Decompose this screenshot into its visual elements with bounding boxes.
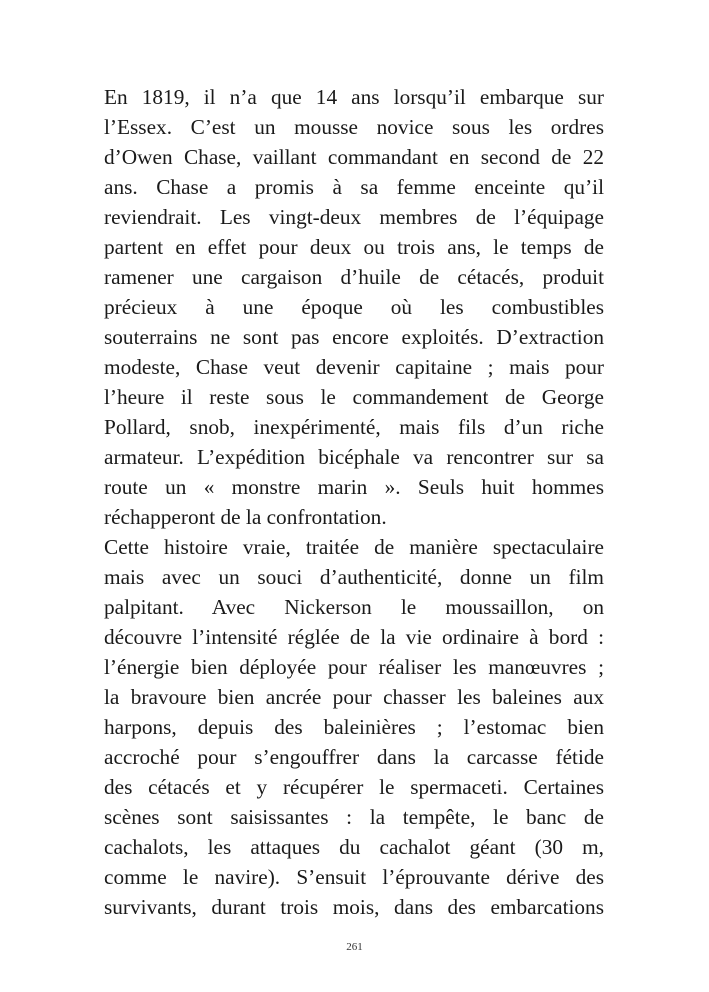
text-line: l’Essex. C’est un mousse novice sous les ordres: [104, 115, 604, 139]
text-line: ans. Chase a promis à sa femme enceinte qu’il: [104, 175, 604, 199]
text-line: palpitant. Avec Nickerson le moussaillon, on: [104, 595, 604, 619]
text-line: cachalots, les attaques du cachalot géant (30 m,: [104, 835, 604, 859]
text-line: l’heure il reste sous le commandement de George: [104, 385, 604, 409]
text-line: des cétacés et y récupérer le spermaceti. Certaines: [104, 775, 604, 799]
text-line: souterrains ne sont pas encore exploités. D’extraction: [104, 325, 604, 349]
text-line: Pollard, snob, inexpérimenté, mais fils d’un riche: [104, 415, 604, 439]
text-line: route un « monstre marin ». Seuls huit hommes: [104, 475, 604, 499]
body-text: [104, 82, 604, 922]
text-line: comme le navire). S’ensuit l’éprouvante dérive des: [104, 865, 604, 889]
text-line: modeste, Chase veut devenir capitaine ; mais pour: [104, 355, 604, 379]
text-line: accroché pour s’engouffrer dans la carcasse fétide: [104, 745, 604, 769]
text-line: réchapperont de la confrontation.: [104, 505, 387, 529]
page-number: 261: [346, 941, 363, 953]
text-line: l’énergie bien déployée pour réaliser les manœuvres ;: [104, 655, 604, 679]
text-line: la bravoure bien ancrée pour chasser les baleines aux: [104, 685, 604, 709]
paragraph-1: [104, 82, 604, 532]
text-line: En 1819, il n’a que 14 ans lorsqu’il embarque sur: [104, 85, 604, 109]
text-line: mais avec un souci d’authenticité, donne un film: [104, 565, 604, 589]
text-line: survivants, durant trois mois, dans des embarcations: [104, 895, 604, 919]
text-line: découvre l’intensité réglée de la vie ordinaire à bord :: [104, 625, 604, 649]
text-line: harpons, depuis des baleinières ; l’estomac bien: [104, 715, 604, 739]
text-line: reviendrait. Les vingt-deux membres de l’équipage: [104, 205, 604, 229]
text-line: Cette histoire vraie, traitée de manière spectaculaire: [104, 535, 604, 559]
text-line: scènes sont saisissantes : la tempête, le banc de: [104, 805, 604, 829]
text-line: armateur. L’expédition bicéphale va rencontrer sur sa: [104, 445, 604, 469]
text-line: précieux à une époque où les combustibles: [104, 295, 604, 319]
text-line: ramener une cargaison d’huile de cétacés, produit: [104, 265, 604, 289]
text-line: partent en effet pour deux ou trois ans, le temps de: [104, 235, 604, 259]
text-line: d’Owen Chase, vaillant commandant en second de 22: [104, 145, 604, 169]
paragraph-2: [104, 532, 604, 922]
